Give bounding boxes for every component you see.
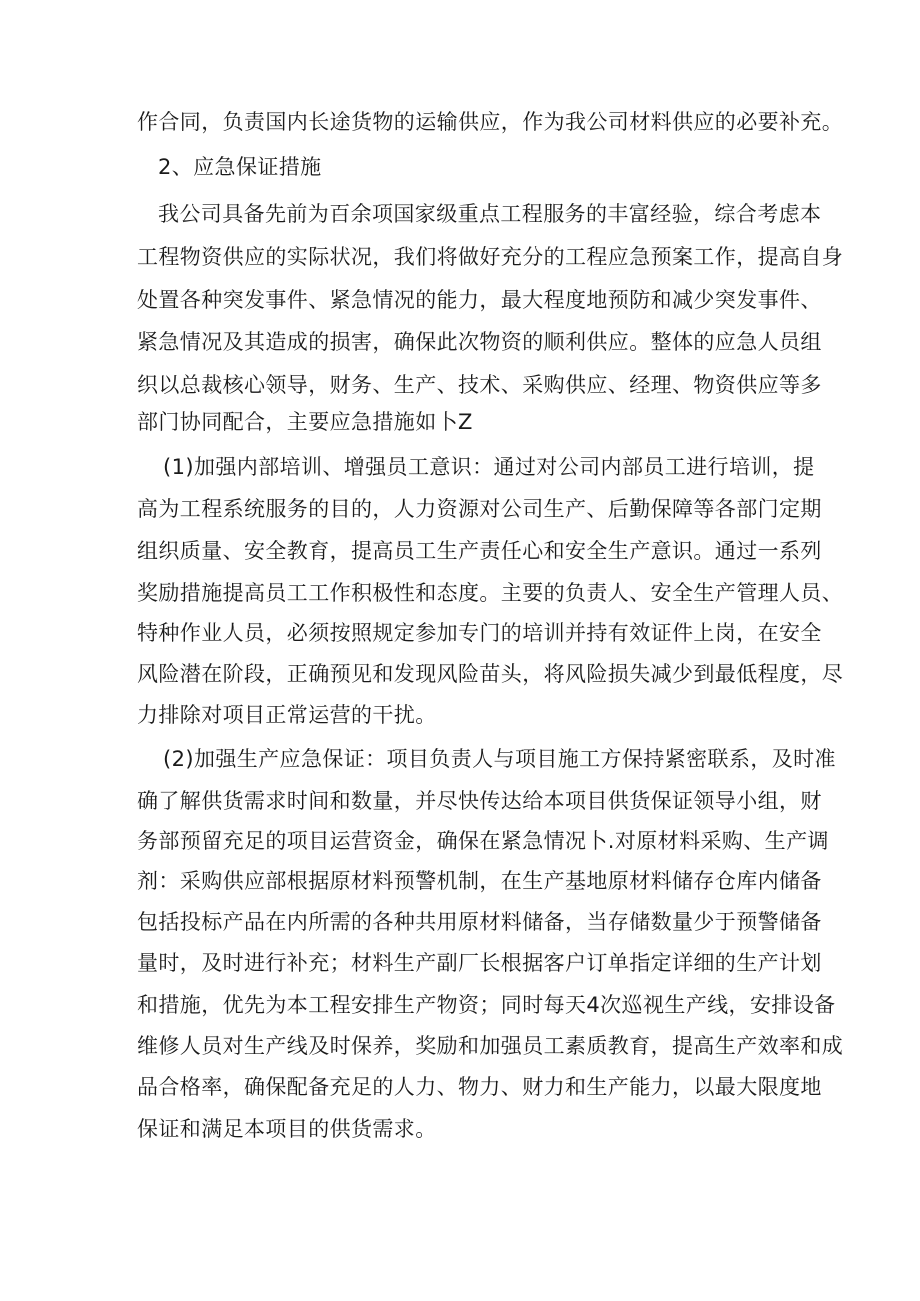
text-line: 量时，及时进行补充；材料生产副厂长根据客户订单指定详细的生产计划 — [137, 951, 822, 975]
text-line: 特种作业人员，必须按照规定参加专门的培训并持有效证件上岗，在安全 — [137, 621, 822, 645]
text-line: 剂：采购供应部根据原材料预警机制，在生产基地原材料储存仓库内储备 — [137, 869, 822, 893]
text-line: 确了解供货需求时间和数量，并尽快传达给本项目供货保证领导小组，财 — [137, 789, 822, 813]
text-line: 品合格率，确保配备充足的人力、物力、财力和生产能力，以最大限度地 — [137, 1075, 822, 1099]
text-line: 工程物资供应的实际状况，我们将做好充分的工程应急预案工作，提高自身 — [137, 245, 844, 269]
text-line: 处置各种突发事件、紧急情况的能力，最大程度地预防和减少突发事件、 — [137, 288, 822, 312]
text-line: 保证和满足本项目的供货需求。 — [137, 1117, 437, 1141]
text-line: (2)加强生产应急保证：项目负责人与项目施工方保持紧密联系，及时准 — [163, 747, 836, 771]
text-line: 和措施，优先为本工程安排生产物资；同时每天4次巡视生产线，安排设备 — [137, 993, 836, 1017]
text-line: 紧急情况及其造成的损害，确保此次物资的顺利供应。整体的应急人员组 — [137, 330, 822, 354]
text-line: 力排除对项目正常运营的干扰。 — [137, 703, 437, 727]
text-line: 组织质量、安全教育，提高员工生产责任心和安全生产意识。通过一系列 — [137, 539, 822, 563]
section-heading: 2、应急保证措施 — [158, 155, 322, 179]
text-line: (1)加强内部培训、增强员工意识：通过对公司内部员工进行培训，提 — [163, 455, 815, 479]
text-line: 部门协同配合，主要应急措施如卜Z — [137, 410, 473, 434]
text-line: 务部预留充足的项目运营资金，确保在紧急情况卜.对原材料采购、生产调 — [137, 829, 829, 853]
text-line: 作合同，负责国内长途货物的运输供应，作为我公司材料供应的必要补充。 — [137, 110, 844, 134]
text-line: 包括投标产品在内所需的各种共用原材料储备，当存储数量少于预警储备 — [137, 910, 822, 934]
text-line: 维修人员对生产线及时保养，奖励和加强员工素质教育，提高生产效率和成 — [137, 1034, 844, 1058]
text-line: 织以总裁核心领导，财务、生产、技术、采购供应、经理、物资供应等多 — [137, 373, 822, 397]
text-line: 奖励措施提高员工工作积极性和态度。主要的负责人、安全生产管理人员、 — [137, 581, 844, 605]
text-line: 高为工程系统服务的目的，人力资源对公司生产、后勤保障等各部门定期 — [137, 497, 822, 521]
text-line: 我公司具备先前为百余项国家级重点工程服务的丰富经验，综合考虑本 — [158, 202, 822, 226]
text-line: 风险潜在阶段，正确预见和发现风险苗头，将风险损失减少到最低程度，尽 — [137, 662, 844, 686]
